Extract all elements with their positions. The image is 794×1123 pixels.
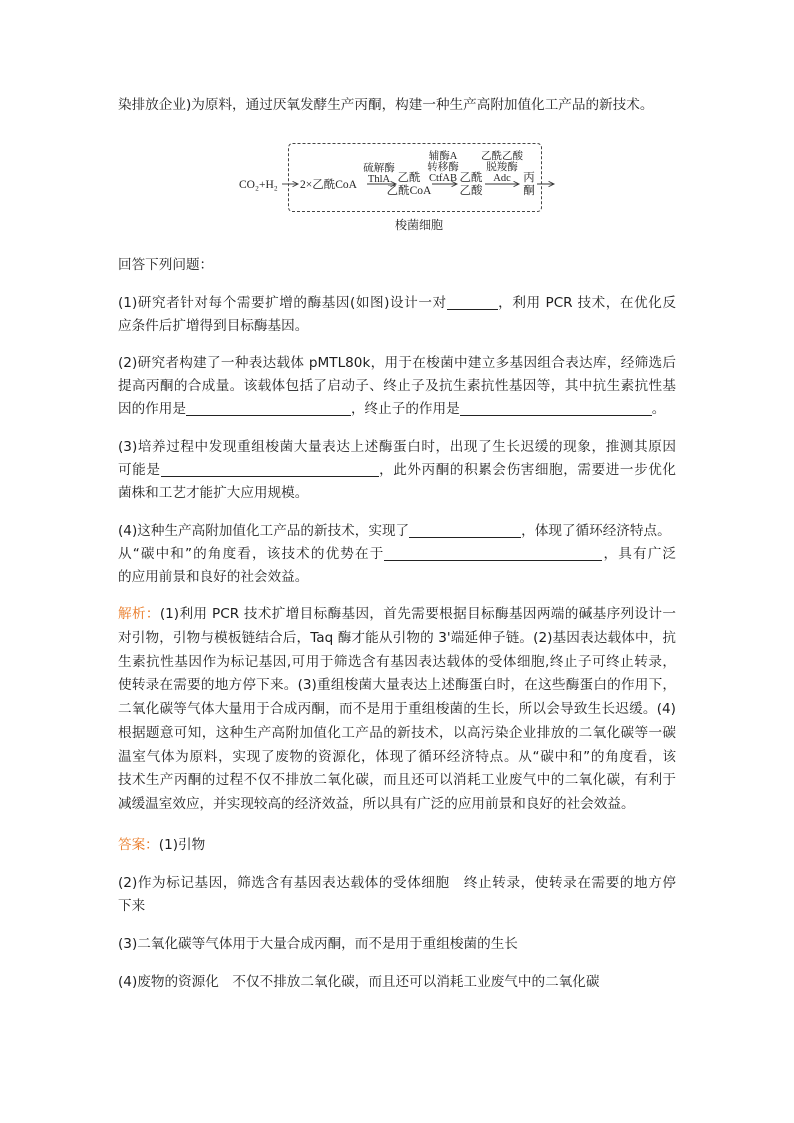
- node-acetoacetate-bottom: 乙酸: [459, 185, 483, 197]
- analysis-section: [118, 603, 676, 817]
- question-line: [118, 352, 676, 375]
- question-text: 菌株和工艺才能扩大应用规模。: [118, 485, 309, 501]
- node-acetone-bottom: 酮: [523, 185, 535, 197]
- question-text: 的应用前景和良好的社会效益。: [118, 569, 309, 585]
- enzyme-transferase-name-1: 辅酶A: [428, 151, 458, 162]
- node-acetyl-coa: 2×乙酰CoA: [300, 179, 357, 191]
- question-line: [118, 520, 676, 543]
- enzyme-decarboxylase-name-1: 乙酰乙酸: [481, 151, 523, 162]
- answer-line: [118, 834, 676, 857]
- question-line: [118, 543, 676, 566]
- question-text: 因的作用是: [118, 401, 186, 417]
- analysis-text: 减缓温室效应，并实现较高的经济效益，所以具有广泛的应用前景和良好的社会效益。: [118, 796, 635, 812]
- answer-text: (4)废物的资源化 不仅不排放二氧化碳，而且还可以消耗工业废气中的二氧化碳: [118, 974, 600, 990]
- question-text: ，体现了循环经济特点。: [521, 523, 671, 539]
- intro-line: [118, 94, 676, 117]
- answer-item-1: [118, 834, 676, 857]
- analysis-text: (1)利用 PCR 技术扩增目标酶基因，首先需要根据目标酶基因两端的碱基序列设计一: [159, 606, 677, 622]
- analysis-line: [118, 698, 676, 722]
- node-acetoacetate-top: 乙酰: [459, 172, 483, 184]
- answer-text: 下来: [118, 898, 146, 914]
- enzyme-transferase-code: CtfAB: [428, 173, 458, 184]
- answer-blank: [384, 547, 602, 561]
- analysis-text: 对引物，引物与模板链结合后，Taq 酶才能从引物的 3'端延伸子链。(2)基因表达载体中，抗: [118, 629, 676, 646]
- node-acetoacetyl-coa-top: 乙酰: [397, 172, 421, 184]
- question-line: [118, 566, 676, 589]
- question-line: [118, 459, 676, 482]
- question-line: [118, 292, 676, 315]
- answer-text: (1)引物: [158, 837, 206, 853]
- question-text: (3)培养过程中发现重组梭菌大量表达上述酶蛋白时，出现了生长迟缓的现象，推测其原因: [118, 439, 676, 455]
- analysis-text: 生素抗性基因作为标记基因,可用于筛选含有基因表达载体的受体细胞,终止子可终止转录，: [118, 653, 676, 670]
- question-1: [118, 292, 676, 338]
- analysis-line: [118, 746, 676, 770]
- analysis-line: [118, 627, 676, 651]
- answer-line: [118, 971, 676, 994]
- question-line: [118, 315, 676, 338]
- answer-blank: [409, 524, 521, 538]
- enzyme-thiolase-code: ThlA: [367, 174, 391, 185]
- answer-blank: [161, 463, 379, 477]
- question-text: ，具有广泛: [602, 546, 676, 562]
- question-line: [118, 375, 676, 398]
- analysis-line: [118, 793, 676, 817]
- prompt-line: [118, 254, 676, 277]
- question-text: (4)这种生产高附加值化工产品的新技术，实现了: [118, 523, 410, 539]
- analysis-line: [118, 769, 676, 793]
- intro-text: 染排放企业)为原料，通过厌氧发酵生产丙酮，构建一种生产高附加值化工产品的新技术。: [118, 97, 654, 113]
- intro-paragraph: [118, 94, 676, 117]
- answer-label: 答案：: [118, 837, 159, 853]
- analysis-line: [118, 722, 676, 746]
- enzyme-decarboxylase-name-2: 脱羧酶: [486, 162, 518, 173]
- question-2: [118, 352, 676, 421]
- substrate-label: CO₂+H₂: [239, 179, 278, 191]
- question-4: [118, 520, 676, 589]
- analysis-line: [118, 651, 676, 675]
- answer-text: (3)二氧化碳等气体用于大量合成丙酮，而不是用于重组梭菌的生长: [118, 936, 518, 952]
- enzyme-decarboxylase-code: Adc: [493, 173, 511, 184]
- question-line: [118, 436, 676, 459]
- question-3: [118, 436, 676, 505]
- prompt-paragraph: [118, 254, 676, 277]
- answer-item-2: [118, 872, 676, 918]
- answer-text: (2)作为标记基因，筛选含有基因表达载体的受体细胞 终止转录，使转录在需要的地方停: [118, 875, 676, 891]
- question-text: ，此外丙酮的积累会伤害细胞，需要进一步优化: [378, 462, 676, 478]
- analysis-text: 技术生产丙酮的过程不仅不排放二氧化碳，而且还可以消耗工业废气中的二氧化碳，有利于: [118, 772, 676, 789]
- answer-blank: [186, 402, 351, 416]
- answer-line: [118, 895, 676, 918]
- answer-blank: [460, 402, 652, 416]
- analysis-line: [118, 674, 676, 698]
- answer-item-3: [118, 933, 676, 956]
- node-acetoacetyl-coa-bottom: 乙酰CoA: [386, 185, 432, 197]
- enzyme-transferase-name-2: 转移酶: [427, 162, 459, 173]
- question-text: 。: [651, 401, 666, 417]
- question-text: ，终止子的作用是: [350, 401, 460, 417]
- answer-item-4: [118, 971, 676, 994]
- analysis-line: [118, 603, 676, 627]
- question-line: [118, 398, 676, 421]
- analysis-text: 温室气体为原料，实现了废物的资源化，体现了循环经济特点。从“碳中和”的角度看，该: [118, 748, 676, 765]
- figure-caption: 梭菌细胞: [394, 218, 444, 232]
- enzyme-thiolase-name: 硫解酶: [363, 163, 395, 174]
- question-text: ，利用 PCR 技术，在优化反: [497, 295, 676, 311]
- question-line: [118, 482, 676, 505]
- analysis-label: 解析：: [118, 606, 160, 622]
- question-text: 应条件后扩增得到目标酶基因。: [118, 318, 309, 334]
- answer-blank: [447, 296, 498, 310]
- question-text: 可能是: [118, 462, 161, 478]
- analysis-text: 根据题意可知，这种生产高附加值化工产品的新技术，以高污染企业排放的二氧化碳等一碳: [118, 724, 676, 741]
- prompt-text: 回答下列问题：: [118, 257, 214, 273]
- answer-line: [118, 933, 676, 956]
- analysis-text: 使转录在需要的地方停下来。(3)重组梭菌大量表达上述酶蛋白时，在这些酶蛋白的作用下，: [118, 677, 676, 694]
- analysis-text: 二氧化碳等气体大量用于合成丙酮，而不是用于重组梭菌的生长，所以会导致生长迟缓。(4): [118, 701, 676, 717]
- question-text: (1)研究者针对每个需要扩增的酶基因(如图)设计一对: [118, 295, 447, 311]
- node-acetone-top: 丙: [523, 172, 535, 184]
- question-text: 提高丙酮的合成量。该载体包括了启动子、终止子及抗生素抗性基因等，其中抗生素抗性基: [118, 378, 676, 394]
- answer-line: [118, 872, 676, 895]
- pathway-diagram: [230, 138, 560, 234]
- question-text: (2)研究者构建了一种表达载体 pMTL80k，用于在梭菌中建立多基因组合表达库，经筛选后: [118, 355, 676, 371]
- question-text: 从“碳中和”的角度看，该技术的优势在于: [118, 546, 385, 562]
